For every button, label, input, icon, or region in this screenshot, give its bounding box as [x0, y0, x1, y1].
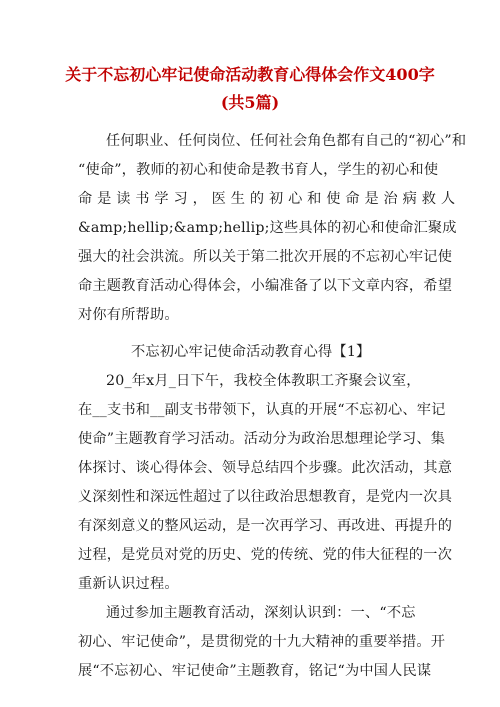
- intro-line: “使命”，教师的初心和使命是教书育人，学生的初心和使: [78, 162, 439, 178]
- paragraph-line: 通过参加主题教育活动，深刻认识到：一、“不忘: [106, 605, 416, 621]
- paragraph-line: 展“不忘初心、牢记使命”主题教育，铭记“为中国人民谋: [78, 663, 432, 679]
- paragraph-line: 有深刻意义的整风运动，是一次再学习、再改进、再提升的: [78, 518, 453, 534]
- paragraph-line: 在__支书和__副支书带领下，认真的开展“不忘初心、牢记: [78, 402, 446, 418]
- paragraph-line: 体探讨、谈心得体会、领导总结四个步骤。此次活动，其意: [78, 460, 453, 476]
- paragraph-line: 义深刻性和深远性超过了以往政治思想教育，是党内一次具: [78, 489, 453, 505]
- document-title-line-2: (共5篇): [220, 93, 280, 112]
- document-title-line-1: 关于不忘初心牢记使命活动教育心得体会作文400字: [65, 65, 435, 84]
- intro-line: 对你有所帮助。: [78, 307, 179, 323]
- intro-line: 命 是 读 书 学 习 ， 医 生 的 初 心 和 使 命 是 治 病 救 人: [78, 191, 456, 207]
- paragraph-line: 初心、牢记使命”，是贯彻党的十九大精神的重要举措。开: [78, 634, 446, 650]
- paragraph-line: 过程，是党员对党的历史、党的传统、党的伟大征程的一次: [78, 547, 453, 563]
- intro-line: &amp;hellip;&amp;hellip;这些具体的初心和使命汇聚成: [78, 220, 457, 236]
- paragraph-line: 使命”主题教育学习活动。活动分为政治思想理论学习、集: [78, 431, 446, 447]
- section-heading: 不忘初心牢记使命活动教育心得【1】: [131, 344, 371, 360]
- paragraph-line: 重新认识过程。: [78, 576, 179, 592]
- intro-line: 任何职业、任何岗位、任何社会角色都有自己的“初心”和: [106, 133, 467, 149]
- intro-line: 命主题教育活动心得体会，小编准备了以下文章内容，希望: [78, 278, 453, 294]
- paragraph-line: 20_年x月_日下午，我校全体教职工齐聚会议室，: [106, 373, 421, 389]
- intro-line: 强大的社会洪流。所以关于第二批次开展的不忘初心牢记使: [78, 249, 453, 265]
